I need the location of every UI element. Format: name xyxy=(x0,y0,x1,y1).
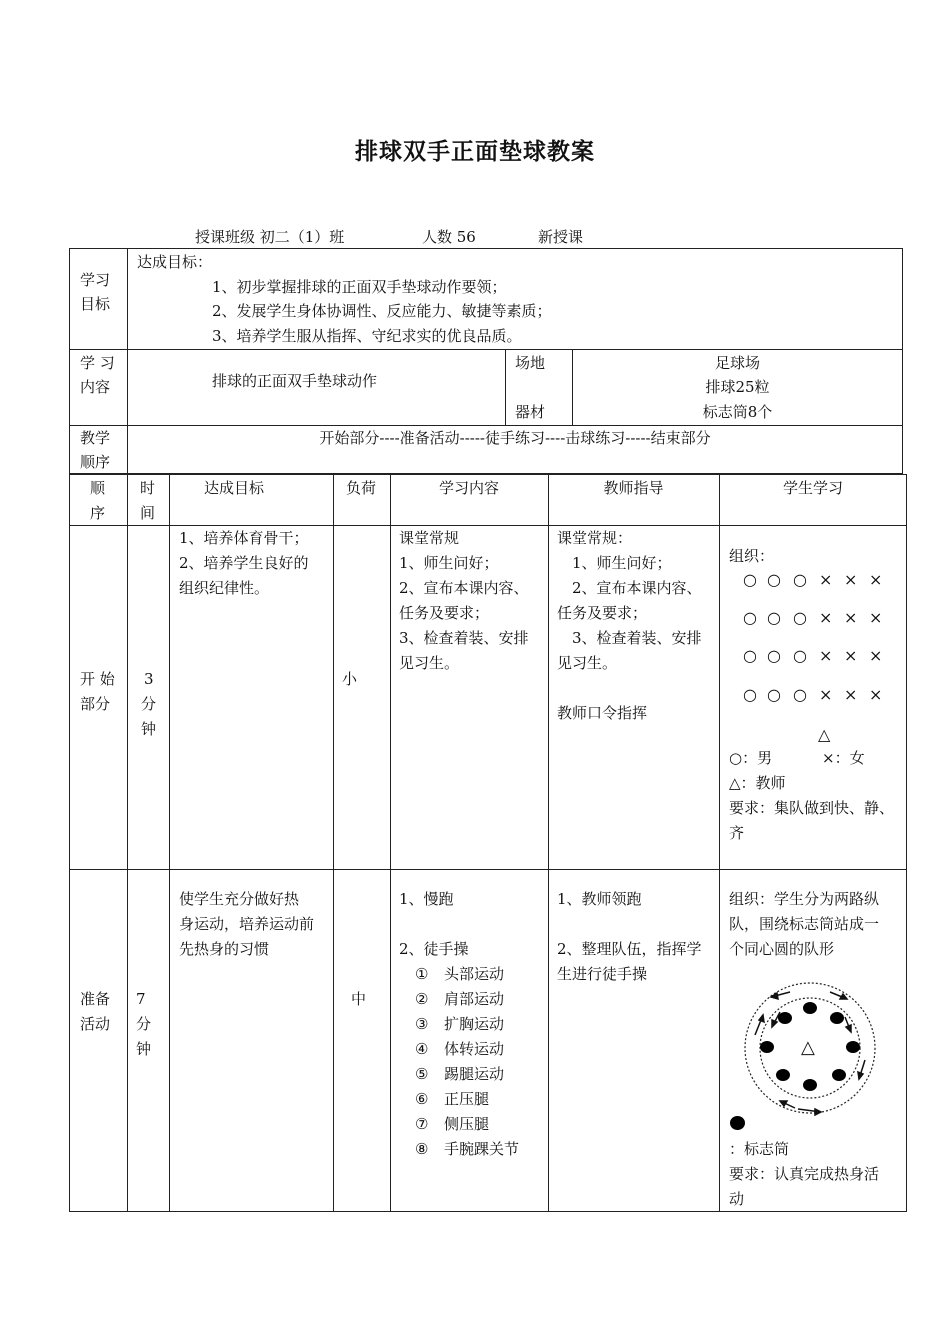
venue-label: 场地 xyxy=(515,354,546,372)
row2-teacher: 1、教师领跑 xyxy=(557,890,642,908)
exercise-name: 头部运动 xyxy=(444,965,505,983)
row1-content: 3、检查着装、安排 xyxy=(399,629,529,647)
objectives-label: 学习 xyxy=(80,271,111,289)
row1-content: 课堂常规 xyxy=(399,529,460,547)
exercise-number: ④ xyxy=(415,1040,429,1058)
header-content: 学习内容 xyxy=(438,479,499,497)
venue-value: 足球场 xyxy=(714,354,760,372)
row2-order-2: 活动 xyxy=(80,1015,111,1033)
exercise-number: ⑤ xyxy=(415,1065,429,1083)
row1-time: 3 xyxy=(144,670,154,688)
objective-item: 1、初步掌握排球的正面双手垫球动作要领； xyxy=(212,278,507,296)
row1-goal: 组织纪律性。 xyxy=(179,579,270,597)
sequence-label-2: 顺序 xyxy=(80,453,111,471)
objectives-heading: 达成目标： xyxy=(137,253,213,271)
row1-order-2: 部分 xyxy=(80,695,111,713)
equipment-value: 排球25粒 xyxy=(705,378,770,396)
row1-content: 1、师生问好； xyxy=(399,554,499,572)
row1-teacher: 教师口令指挥 xyxy=(557,704,648,722)
row1-teacher: 任务及要求； xyxy=(557,604,648,622)
equipment-value: 标志筒8个 xyxy=(702,403,773,421)
row1-goal: 2、培养学生良好的 xyxy=(179,554,309,572)
header-goal: 达成目标 xyxy=(204,479,265,497)
content-label-2: 内容 xyxy=(80,378,111,396)
row2-teacher: 2、整理队伍，指挥学 xyxy=(557,940,702,958)
cone-marker-icon xyxy=(730,1116,745,1130)
row2-time: 7 xyxy=(136,990,146,1008)
header-time: 时 xyxy=(140,479,156,497)
exercise-number: ② xyxy=(415,990,429,1008)
row1-teacher: 2、宣布本课内容、 xyxy=(557,579,702,597)
legend-male: ○：男 xyxy=(729,749,773,767)
row2-student: 队，围绕标志筒站成一 xyxy=(729,915,880,933)
row1-teacher: 3、检查着装、安排 xyxy=(557,629,702,647)
exercise-number: ⑦ xyxy=(415,1115,429,1133)
class-info: 授课班级 初二（1）班 xyxy=(195,228,345,246)
row2-goal: 先热身的习惯 xyxy=(179,940,270,958)
content-text: 排球的正面双手垫球动作 xyxy=(212,372,378,390)
exercise-name: 扩胸运动 xyxy=(444,1015,505,1033)
row1-goal: 1、培养体育骨干； xyxy=(179,529,309,547)
objective-item: 3、培养学生服从指挥、守纪求实的优良品质。 xyxy=(212,327,522,345)
row2-content: 2、徒手操 xyxy=(399,940,469,958)
exercise-name: 手腕踝关节 xyxy=(444,1140,520,1158)
row1-content: 见习生。 xyxy=(399,654,460,672)
row1-order: 开 始 xyxy=(80,670,115,688)
legend-cone: ：标志筒 xyxy=(729,1140,790,1158)
row1-time-3: 钟 xyxy=(141,720,157,738)
row1-requirement: 要求：集队做到快、静、 xyxy=(729,799,895,817)
row1-org-label: 组织： xyxy=(729,547,775,565)
header-time-2: 间 xyxy=(140,504,156,522)
exercise-name: 踢腿运动 xyxy=(444,1065,505,1083)
row1-load: 小 xyxy=(342,670,358,688)
row2-content: 1、慢跑 xyxy=(399,890,454,908)
exercise-number: ⑧ xyxy=(415,1140,429,1158)
header-order: 顺 xyxy=(90,479,106,497)
row2-student: 组织：学生分为两路纵 xyxy=(729,890,880,908)
header-student: 学生学习 xyxy=(782,479,843,497)
sequence-label: 教学 xyxy=(80,429,111,447)
legend-teacher: △：教师 xyxy=(729,774,786,792)
equipment-label: 器材 xyxy=(515,403,546,421)
row1-content: 2、宣布本课内容、 xyxy=(399,579,529,597)
exercise-name: 肩部运动 xyxy=(444,990,505,1008)
row1-teacher: 课堂常规： xyxy=(557,529,633,547)
legend-female: ×：女 xyxy=(822,749,865,767)
row1-requirement-2: 齐 xyxy=(729,824,745,842)
row2-time-2: 分 xyxy=(136,1015,152,1033)
exercise-name: 正压腿 xyxy=(444,1090,490,1108)
exercise-number: ① xyxy=(415,965,429,983)
objectives-label-2: 目标 xyxy=(80,295,111,313)
teacher-position-icon: △ xyxy=(818,725,831,744)
header-order-2: 序 xyxy=(90,504,106,522)
row2-requirement-2: 动 xyxy=(729,1190,745,1208)
row2-goal: 身运动，培养运动前 xyxy=(179,915,315,933)
teacher-center-icon: △ xyxy=(801,1037,815,1058)
row1-teacher: 1、师生问好； xyxy=(557,554,672,572)
exercise-number: ⑥ xyxy=(415,1090,429,1108)
row1-content: 任务及要求； xyxy=(399,604,490,622)
row1-time-2: 分 xyxy=(141,695,157,713)
header-load: 负荷 xyxy=(346,479,377,497)
row2-teacher: 生进行徒手操 xyxy=(557,965,648,983)
exercise-name: 侧压腿 xyxy=(444,1115,490,1133)
row1-teacher: 见习生。 xyxy=(557,654,618,672)
exercise-name: 体转运动 xyxy=(444,1040,505,1058)
row2-order: 准备 xyxy=(80,990,111,1008)
sequence-text: 开始部分----准备活动-----徒手练习----击球练习-----结束部分 xyxy=(319,429,711,447)
row2-student: 个同心圆的队形 xyxy=(729,940,835,958)
lesson-type: 新授课 xyxy=(538,228,584,246)
header-teacher: 教师指导 xyxy=(603,479,664,497)
page-title: 排球双手正面垫球教案 xyxy=(355,139,595,165)
row2-goal: 使学生充分做好热 xyxy=(179,890,300,908)
row2-load: 中 xyxy=(351,990,367,1008)
student-count: 人数 56 xyxy=(422,228,476,246)
row2-time-3: 钟 xyxy=(136,1040,152,1058)
content-label: 学 习 xyxy=(80,354,115,372)
objective-item: 2、发展学生身体协调性、反应能力、敏捷等素质； xyxy=(212,302,552,320)
row2-requirement: 要求：认真完成热身活 xyxy=(729,1165,880,1183)
exercise-number: ③ xyxy=(415,1015,429,1033)
